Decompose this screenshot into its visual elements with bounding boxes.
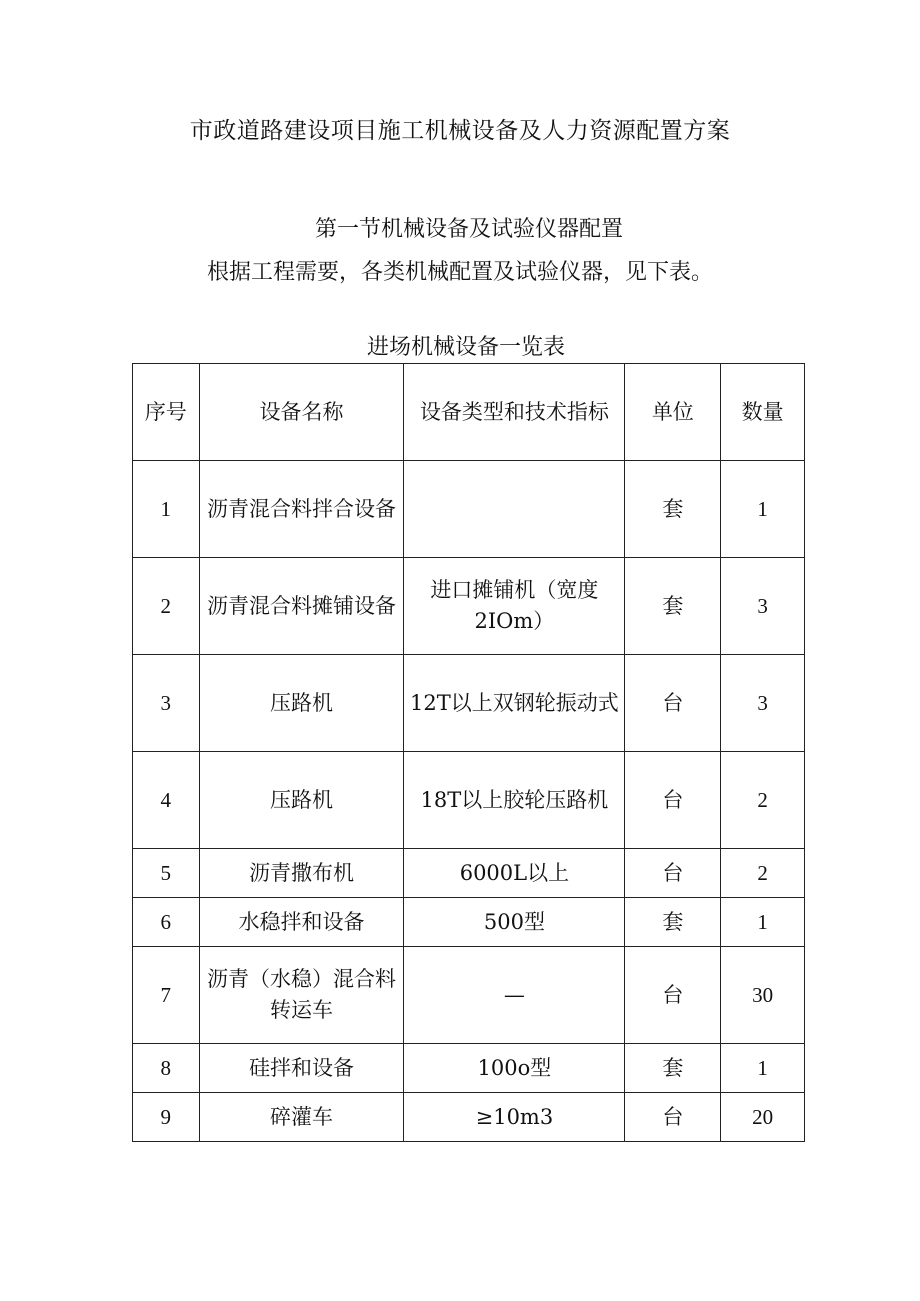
row-unit: 套 (625, 558, 721, 655)
row-name: 硅拌和设备 (199, 1044, 404, 1093)
row-qty: 30 (721, 947, 805, 1044)
row-no: 5 (133, 849, 200, 898)
row-no: 7 (133, 947, 200, 1044)
row-qty: 20 (721, 1093, 805, 1142)
row-no: 2 (133, 558, 200, 655)
header-qty: 数量 (721, 364, 805, 461)
table-row (133, 1093, 805, 1142)
document-title: 市政道路建设项目施工机械设备及人力资源配置方案 (189, 118, 731, 144)
row-spec: — (404, 947, 625, 1044)
row-no: 3 (133, 655, 200, 752)
row-no: 9 (133, 1093, 200, 1142)
row-no: 6 (133, 898, 200, 947)
header-name: 设备名称 (199, 364, 404, 461)
section-title: 第一节机械设备及试验仪器配置 (314, 217, 623, 242)
table-row (133, 558, 805, 655)
row-no: 4 (133, 752, 200, 849)
table-caption: 进场机械设备一览表 (366, 335, 565, 360)
row-qty: 1 (721, 898, 805, 947)
header-spec: 设备类型和技术指标 (404, 364, 625, 461)
row-unit: 台 (625, 655, 721, 752)
header-unit: 单位 (625, 364, 721, 461)
row-spec: 18T以上胶轮压路机 (404, 752, 625, 849)
row-unit: 台 (625, 849, 721, 898)
table-row (133, 655, 805, 752)
row-no: 1 (133, 461, 200, 558)
table-row (133, 947, 805, 1044)
row-unit: 台 (625, 947, 721, 1044)
row-spec: 12T以上双钢轮振动式 (404, 655, 625, 752)
header-no: 序号 (133, 364, 200, 461)
row-unit: 套 (625, 461, 721, 558)
row-name: 碎灌车 (199, 1093, 404, 1142)
row-qty: 1 (721, 461, 805, 558)
row-unit: 台 (625, 752, 721, 849)
row-spec (404, 461, 625, 558)
row-spec: 100o型 (404, 1044, 625, 1093)
row-spec: 500型 (404, 898, 625, 947)
row-name: 沥青撒布机 (199, 849, 404, 898)
row-qty: 3 (721, 558, 805, 655)
row-name: 沥青混合料摊铺设备 (199, 558, 404, 655)
table-row (133, 461, 805, 558)
row-spec: 6000L以上 (404, 849, 625, 898)
table-row (133, 849, 805, 898)
table-header-row (133, 364, 805, 461)
row-spec: ≥10m3 (404, 1093, 625, 1142)
equipment-table (132, 363, 805, 1142)
row-name: 沥青（水稳）混合料转运车 (199, 947, 404, 1044)
row-unit: 套 (625, 1044, 721, 1093)
row-name: 压路机 (199, 752, 404, 849)
row-unit: 套 (625, 898, 721, 947)
row-qty: 2 (721, 752, 805, 849)
intro-paragraph: 根据工程需要，各类机械配置及试验仪器，见下表。 (206, 260, 713, 285)
row-name: 压路机 (199, 655, 404, 752)
row-unit: 台 (625, 1093, 721, 1142)
row-qty: 3 (721, 655, 805, 752)
row-name: 沥青混合料拌合设备 (199, 461, 404, 558)
row-qty: 2 (721, 849, 805, 898)
row-qty: 1 (721, 1044, 805, 1093)
table-row (133, 752, 805, 849)
table-row (133, 898, 805, 947)
row-spec: 进口摊铺机（宽度2IOm） (404, 558, 625, 655)
table-row (133, 1044, 805, 1093)
row-name: 水稳拌和设备 (199, 898, 404, 947)
row-no: 8 (133, 1044, 200, 1093)
